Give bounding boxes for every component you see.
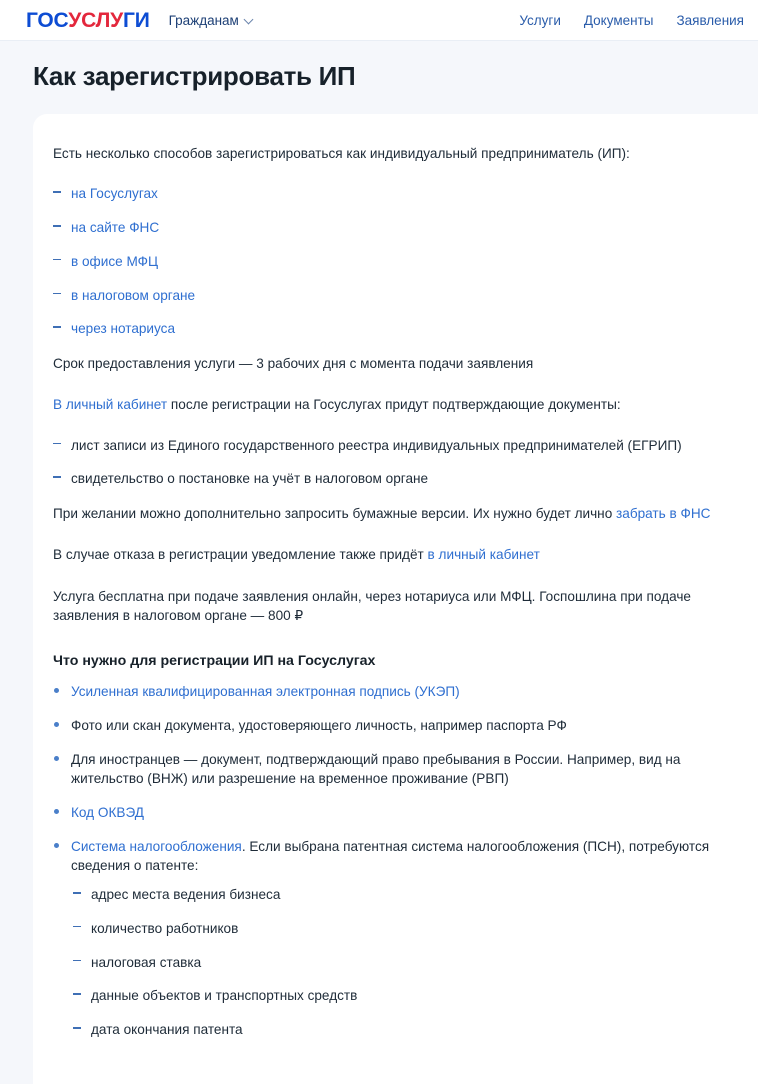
refusal-text: В случае отказа в регистрации уведомление также придёт (53, 547, 428, 563)
cabinet-paragraph (53, 387, 732, 422)
list-item (53, 429, 732, 463)
site-header (0, 0, 758, 41)
method-link-notary: через нотариуса (71, 321, 176, 337)
page-title: Как зарегистрировать ИП (33, 61, 356, 91)
list-item[interactable] (53, 279, 732, 313)
list-item[interactable] (53, 312, 732, 346)
requirements-heading: Что нужно для регистрации ИП на Госуслугах (53, 653, 376, 670)
list-item (71, 912, 732, 946)
list-item (53, 830, 732, 1054)
personal-cabinet-link[interactable]: В личный кабинет (53, 397, 168, 413)
list-item (71, 946, 732, 980)
received-documents-list (53, 429, 732, 496)
list-item (71, 1013, 732, 1047)
list-item[interactable] (53, 796, 732, 830)
paper-versions-paragraph (53, 496, 732, 531)
audience-label: Гражданам (168, 12, 239, 28)
method-link-fns: на сайте ФНС (71, 220, 160, 236)
chevron-down-icon (245, 15, 254, 24)
refusal-cabinet-link[interactable]: в личный кабинет (427, 547, 540, 563)
patent-details-list (71, 878, 732, 1047)
patent-employee-count: количество работников (91, 920, 239, 936)
list-item (53, 709, 732, 743)
nav-item-services[interactable]: Услуги (519, 12, 561, 28)
list-item (71, 878, 732, 912)
requirements-list (53, 675, 732, 1053)
requirement-foreigners: Для иностранцев — документ, подтверждающий право пребывания в России. Например, вид на жительство (ВНЖ) или разрешение на временное проживание (РВП) (71, 751, 681, 787)
method-link-tax-office: в налоговом органе (71, 287, 196, 303)
patent-tax-rate: налоговая ставка (91, 954, 202, 970)
list-item[interactable] (53, 177, 732, 211)
content-card (33, 114, 758, 1083)
registration-methods-list (53, 177, 732, 346)
list-item[interactable] (53, 245, 732, 279)
tax-system-rest: . Если выбрана патентная система налогообложения (ПСН), потребуются сведения о патенте: (71, 838, 710, 874)
requirement-okved-code: Код ОКВЭД (71, 805, 144, 820)
method-link-mfc: в офисе МФЦ (71, 253, 159, 269)
requirement-ukep: Усиленная квалифицированная электронная подпись (УКЭП) (71, 684, 460, 700)
nav-item-documents[interactable]: Документы (583, 12, 654, 28)
patent-objects-vehicles: данные объектов и транспортных средств (91, 988, 358, 1004)
main-nav (519, 13, 744, 28)
tax-system-link[interactable]: Система налогообложения (71, 838, 242, 854)
fee-paragraph: Услуга бесплатна при подаче заявления онлайн, через нотариуса или МФЦ. Госпошлина при подаче заявления в налоговом органе — 800 ₽ (53, 588, 691, 623)
intro-paragraph: Есть несколько способов зарегистрироваться как индивидуальный предприниматель (ИП): (53, 146, 630, 162)
patent-business-address: адрес места ведения бизнеса (91, 887, 281, 903)
logo-part-3: ГИ (122, 8, 150, 32)
paper-versions-text: При желании можно дополнительно запросить бумажные версии. Их нужно будет лично (53, 506, 617, 521)
audience-selector[interactable] (169, 13, 254, 28)
document-tax-registration: свидетельство о постановке на учёт в налоговом органе (71, 471, 429, 487)
gosuslugi-logo[interactable] (26, 10, 150, 31)
logo-part-1: ГОС (26, 8, 69, 32)
list-item (71, 979, 732, 1013)
method-link-gosuslugi: на Госуслугах (71, 186, 158, 202)
service-term-paragraph: Срок предоставления услуги — 3 рабочих дня с момента подачи заявления (53, 356, 534, 371)
requirement-id-document: Фото или скан документа, удостоверяющего личность, например паспорта РФ (71, 717, 567, 733)
nav-item-applications[interactable]: Заявления (676, 12, 744, 28)
cabinet-paragraph-rest: после регистрации на Госуслугах придут подтверждающие документы: (167, 397, 621, 413)
refusal-paragraph (53, 537, 732, 572)
document-egrip: лист записи из Единого государственного реестра индивидуальных предпринимателей (ЕГРИП) (71, 437, 682, 453)
list-item (53, 743, 732, 796)
list-item (53, 462, 732, 496)
list-item[interactable] (53, 675, 732, 709)
list-item[interactable] (53, 211, 732, 245)
logo-part-2: УСЛУ (68, 8, 123, 32)
patent-end-date: дата окончания патента (91, 1021, 243, 1037)
pickup-fns-link[interactable]: забрать в ФНС (616, 506, 711, 521)
